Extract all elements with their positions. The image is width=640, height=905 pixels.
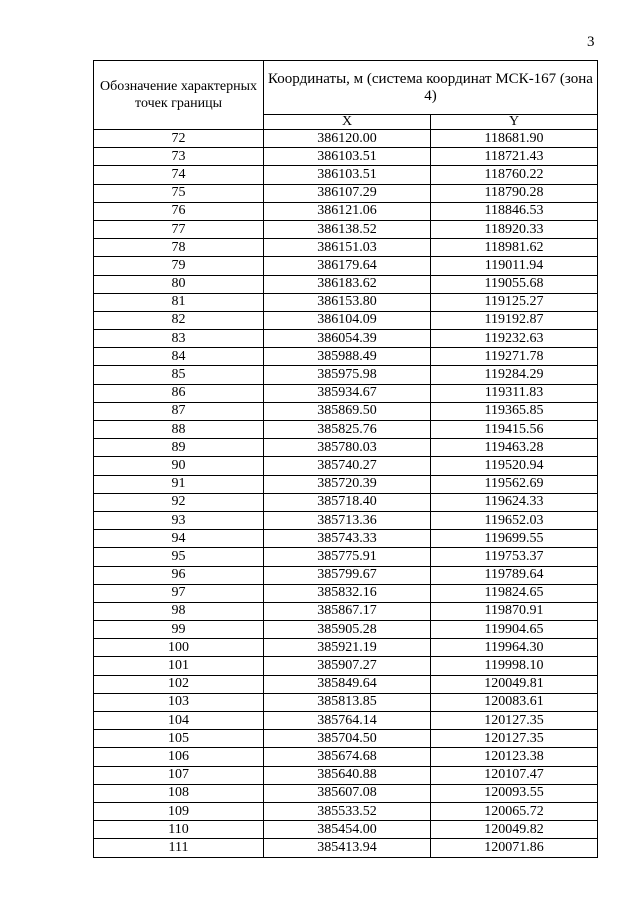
x-coordinate-cell: 386151.03: [264, 239, 431, 257]
table-row: [94, 730, 598, 748]
point-number-cell: 99: [94, 621, 264, 639]
table-row: [94, 639, 598, 657]
table-row: [94, 475, 598, 493]
table-row: [94, 384, 598, 402]
point-number-cell: 77: [94, 220, 264, 238]
x-coordinate-cell: 385934.67: [264, 384, 431, 402]
x-coordinate-cell: 385825.76: [264, 421, 431, 439]
y-coordinate-cell: 119652.03: [431, 511, 598, 529]
x-coordinate-cell: 385713.36: [264, 511, 431, 529]
y-coordinate-cell: 120123.38: [431, 748, 598, 766]
x-coordinate-cell: 385718.40: [264, 493, 431, 511]
point-number-cell: 75: [94, 184, 264, 202]
y-coordinate-cell: 118846.53: [431, 202, 598, 220]
point-number-cell: 107: [94, 766, 264, 784]
x-coordinate-cell: 385921.19: [264, 639, 431, 657]
y-coordinate-cell: 119998.10: [431, 657, 598, 675]
point-number-cell: 111: [94, 839, 264, 857]
table-row: [94, 275, 598, 293]
x-coordinate-cell: 385813.85: [264, 693, 431, 711]
point-number-cell: 82: [94, 311, 264, 329]
x-coordinate-cell: 385413.94: [264, 839, 431, 857]
y-coordinate-cell: 119365.85: [431, 402, 598, 420]
header-y: Y: [431, 115, 598, 130]
point-number-cell: 88: [94, 421, 264, 439]
x-coordinate-cell: 385867.17: [264, 602, 431, 620]
table-row: [94, 493, 598, 511]
table-row: [94, 293, 598, 311]
point-number-cell: 79: [94, 257, 264, 275]
x-coordinate-cell: 385454.00: [264, 821, 431, 839]
x-coordinate-cell: 385704.50: [264, 730, 431, 748]
y-coordinate-cell: 119904.65: [431, 621, 598, 639]
point-number-cell: 90: [94, 457, 264, 475]
y-coordinate-cell: 119011.94: [431, 257, 598, 275]
point-number-cell: 104: [94, 712, 264, 730]
x-coordinate-cell: 385780.03: [264, 439, 431, 457]
table-row: [94, 784, 598, 802]
y-coordinate-cell: 118920.33: [431, 220, 598, 238]
y-coordinate-cell: 120065.72: [431, 802, 598, 820]
y-coordinate-cell: 119824.65: [431, 584, 598, 602]
x-coordinate-cell: 386103.51: [264, 166, 431, 184]
y-coordinate-cell: 119055.68: [431, 275, 598, 293]
point-number-cell: 92: [94, 493, 264, 511]
point-number-cell: 83: [94, 330, 264, 348]
table-row: [94, 421, 598, 439]
table-row: [94, 511, 598, 529]
x-coordinate-cell: 386103.51: [264, 148, 431, 166]
x-coordinate-cell: 385775.91: [264, 548, 431, 566]
y-coordinate-cell: 120083.61: [431, 693, 598, 711]
header-point-label-text: Обозначение характерных точек границы: [100, 79, 257, 111]
point-number-cell: 105: [94, 730, 264, 748]
table-row: [94, 130, 598, 148]
point-number-cell: 87: [94, 402, 264, 420]
point-number-cell: 100: [94, 639, 264, 657]
header-coordinates-text: Координаты, м (система координат МСК-167 (зона 4): [268, 70, 593, 104]
x-coordinate-cell: 385640.88: [264, 766, 431, 784]
table-row: [94, 366, 598, 384]
y-coordinate-cell: 119753.37: [431, 548, 598, 566]
table-row: [94, 566, 598, 584]
point-number-cell: 76: [94, 202, 264, 220]
y-coordinate-cell: 120049.82: [431, 821, 598, 839]
point-number-cell: 74: [94, 166, 264, 184]
y-coordinate-cell: 119870.91: [431, 602, 598, 620]
table-row: [94, 821, 598, 839]
table-row: [94, 548, 598, 566]
table-row: [94, 202, 598, 220]
y-coordinate-cell: 118790.28: [431, 184, 598, 202]
table-row: [94, 712, 598, 730]
x-coordinate-cell: 385607.08: [264, 784, 431, 802]
y-coordinate-cell: 119964.30: [431, 639, 598, 657]
point-number-cell: 98: [94, 602, 264, 620]
point-number-cell: 97: [94, 584, 264, 602]
table-row: [94, 220, 598, 238]
y-coordinate-cell: 119232.63: [431, 330, 598, 348]
x-coordinate-cell: 386183.62: [264, 275, 431, 293]
y-coordinate-cell: 119463.28: [431, 439, 598, 457]
table-row: [94, 239, 598, 257]
point-number-cell: 96: [94, 566, 264, 584]
x-coordinate-cell: 385975.98: [264, 366, 431, 384]
point-number-cell: 103: [94, 693, 264, 711]
table-row: [94, 693, 598, 711]
x-coordinate-cell: 385720.39: [264, 475, 431, 493]
y-coordinate-cell: 120093.55: [431, 784, 598, 802]
table-row: [94, 402, 598, 420]
x-coordinate-cell: 385849.64: [264, 675, 431, 693]
y-coordinate-cell: 120071.86: [431, 839, 598, 857]
x-coordinate-cell: 385988.49: [264, 348, 431, 366]
table-row: [94, 530, 598, 548]
y-coordinate-cell: 119125.27: [431, 293, 598, 311]
table-row: [94, 766, 598, 784]
y-coordinate-cell: 119192.87: [431, 311, 598, 329]
x-coordinate-cell: 386107.29: [264, 184, 431, 202]
point-number-cell: 93: [94, 511, 264, 529]
table-row: [94, 457, 598, 475]
x-coordinate-cell: 385764.14: [264, 712, 431, 730]
point-number-cell: 80: [94, 275, 264, 293]
y-coordinate-cell: 119562.69: [431, 475, 598, 493]
point-number-cell: 101: [94, 657, 264, 675]
coordinates-table: [93, 60, 598, 858]
table-row: [94, 748, 598, 766]
point-number-cell: 95: [94, 548, 264, 566]
y-coordinate-cell: 119284.29: [431, 366, 598, 384]
point-number-cell: 73: [94, 148, 264, 166]
x-coordinate-cell: 386054.39: [264, 330, 431, 348]
y-coordinate-cell: 118721.43: [431, 148, 598, 166]
y-coordinate-cell: 120107.47: [431, 766, 598, 784]
point-number-cell: 106: [94, 748, 264, 766]
x-coordinate-cell: 385743.33: [264, 530, 431, 548]
x-coordinate-cell: 386121.06: [264, 202, 431, 220]
y-coordinate-cell: 119271.78: [431, 348, 598, 366]
point-number-cell: 85: [94, 366, 264, 384]
point-number-cell: 72: [94, 130, 264, 148]
y-coordinate-cell: 120127.35: [431, 730, 598, 748]
x-coordinate-cell: 385740.27: [264, 457, 431, 475]
table-row: [94, 802, 598, 820]
table-row: [94, 439, 598, 457]
table-row: [94, 330, 598, 348]
point-number-cell: 109: [94, 802, 264, 820]
header-x: X: [264, 115, 431, 130]
x-coordinate-cell: 386179.64: [264, 257, 431, 275]
table-row: [94, 584, 598, 602]
x-coordinate-cell: 386153.80: [264, 293, 431, 311]
table-row: [94, 166, 598, 184]
x-coordinate-cell: 385533.52: [264, 802, 431, 820]
point-number-cell: 102: [94, 675, 264, 693]
table-row: [94, 657, 598, 675]
table-row: [94, 675, 598, 693]
table-row: [94, 148, 598, 166]
table-row: [94, 311, 598, 329]
x-coordinate-cell: 386120.00: [264, 130, 431, 148]
table-row: [94, 257, 598, 275]
x-coordinate-cell: 385674.68: [264, 748, 431, 766]
table-row: [94, 184, 598, 202]
point-number-cell: 110: [94, 821, 264, 839]
x-coordinate-cell: 385869.50: [264, 402, 431, 420]
x-coordinate-cell: 386138.52: [264, 220, 431, 238]
y-coordinate-cell: 119415.56: [431, 421, 598, 439]
page-number: 3: [587, 34, 595, 50]
point-number-cell: 84: [94, 348, 264, 366]
y-coordinate-cell: 120127.35: [431, 712, 598, 730]
table-body: [94, 130, 598, 858]
y-coordinate-cell: 119311.83: [431, 384, 598, 402]
x-coordinate-cell: 385907.27: [264, 657, 431, 675]
point-number-cell: 78: [94, 239, 264, 257]
header-coordinates: [264, 61, 598, 115]
x-coordinate-cell: 385832.16: [264, 584, 431, 602]
y-coordinate-cell: 119789.64: [431, 566, 598, 584]
table-row: [94, 602, 598, 620]
point-number-cell: 81: [94, 293, 264, 311]
y-coordinate-cell: 119520.94: [431, 457, 598, 475]
table-row: [94, 348, 598, 366]
y-coordinate-cell: 120049.81: [431, 675, 598, 693]
y-coordinate-cell: 118981.62: [431, 239, 598, 257]
y-coordinate-cell: 118681.90: [431, 130, 598, 148]
point-number-cell: 89: [94, 439, 264, 457]
header-point-label: [94, 61, 264, 130]
point-number-cell: 86: [94, 384, 264, 402]
point-number-cell: 94: [94, 530, 264, 548]
y-coordinate-cell: 119699.55: [431, 530, 598, 548]
point-number-cell: 108: [94, 784, 264, 802]
x-coordinate-cell: 385799.67: [264, 566, 431, 584]
x-coordinate-cell: 386104.09: [264, 311, 431, 329]
y-coordinate-cell: 118760.22: [431, 166, 598, 184]
point-number-cell: 91: [94, 475, 264, 493]
y-coordinate-cell: 119624.33: [431, 493, 598, 511]
x-coordinate-cell: 385905.28: [264, 621, 431, 639]
table-row: [94, 621, 598, 639]
table-row: [94, 839, 598, 857]
